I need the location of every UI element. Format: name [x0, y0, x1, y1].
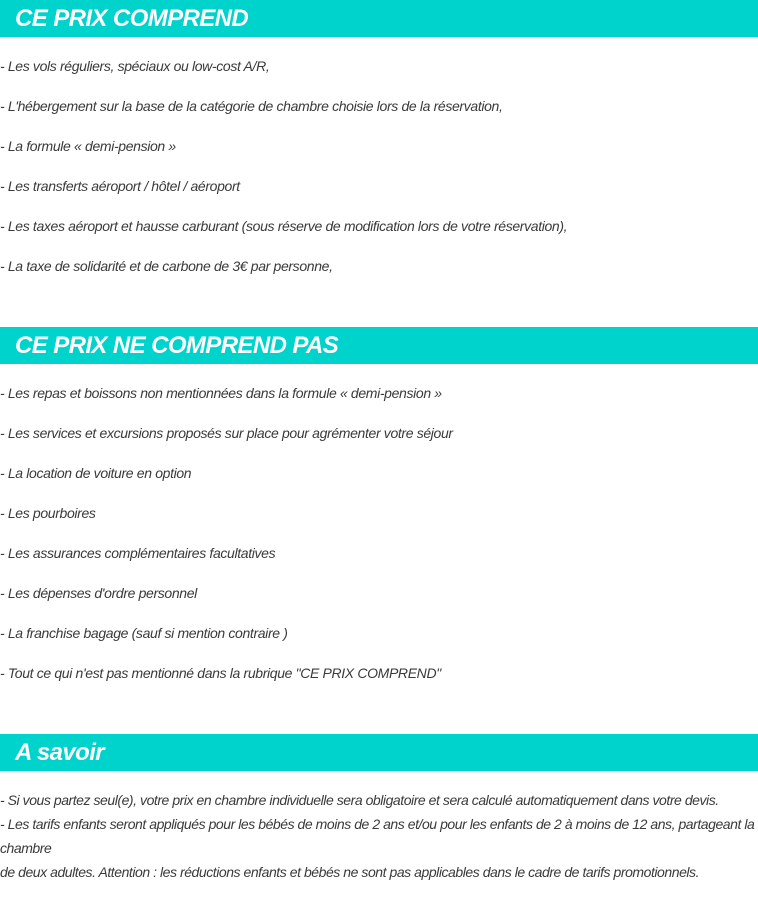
section-included — [0, 0, 758, 286]
section-header: CE PRIX COMPREND — [0, 0, 758, 37]
info-text — [0, 788, 756, 884]
list-item: - Les vols réguliers, spéciaux ou low-cost A/R, — [0, 58, 270, 74]
list-item: - Les services et excursions proposés sur place pour agrémenter votre séjour — [0, 425, 453, 441]
list-item: - Les transferts aéroport / hôtel / aéroport — [0, 178, 240, 194]
list-item: - Les taxes aéroport et hausse carburant (sous réserve de modification lors de votre réservation), — [0, 218, 568, 234]
section-not-included — [0, 327, 758, 693]
list-item: - La taxe de solidarité et de carbone de 3€ par personne, — [0, 258, 333, 274]
list-item: - La formule « demi-pension » — [0, 138, 176, 154]
list-item: - La location de voiture en option — [0, 465, 192, 481]
info-paragraph: de deux adultes. Attention : les réductions enfants et bébés ne sont pas applicables dans le cadre de tarifs promotionnels. — [0, 864, 700, 880]
section-good-to-know — [0, 734, 758, 884]
included-list — [0, 46, 758, 286]
list-item: - Les repas et boissons non mentionnées dans la formule « demi-pension » — [0, 385, 442, 401]
info-paragraph: - Si vous partez seul(e), votre prix en chambre individuelle sera obligatoire et sera calculé automatiquement dans votre devis. — [0, 792, 719, 808]
list-item: - Tout ce qui n'est pas mentionné dans la rubrique "CE PRIX COMPREND" — [0, 665, 441, 681]
info-paragraph: - Les tarifs enfants seront appliqués pour les bébés de moins de 2 ans et/ou pour les enfants de 2 à moins de 12 ans, partageant la chambre — [0, 816, 755, 856]
section-header: CE PRIX NE COMPREND PAS — [0, 327, 758, 364]
not-included-list — [0, 373, 758, 693]
list-item: - L'hébergement sur la base de la catégorie de chambre choisie lors de la réservation, — [0, 98, 503, 114]
list-item: - La franchise bagage (sauf si mention contraire ) — [0, 625, 288, 641]
list-item: - Les dépenses d'ordre personnel — [0, 585, 197, 601]
list-item: - Les assurances complémentaires facultatives — [0, 545, 276, 561]
section-header: A savoir — [0, 734, 758, 771]
list-item: - Les pourboires — [0, 505, 96, 521]
